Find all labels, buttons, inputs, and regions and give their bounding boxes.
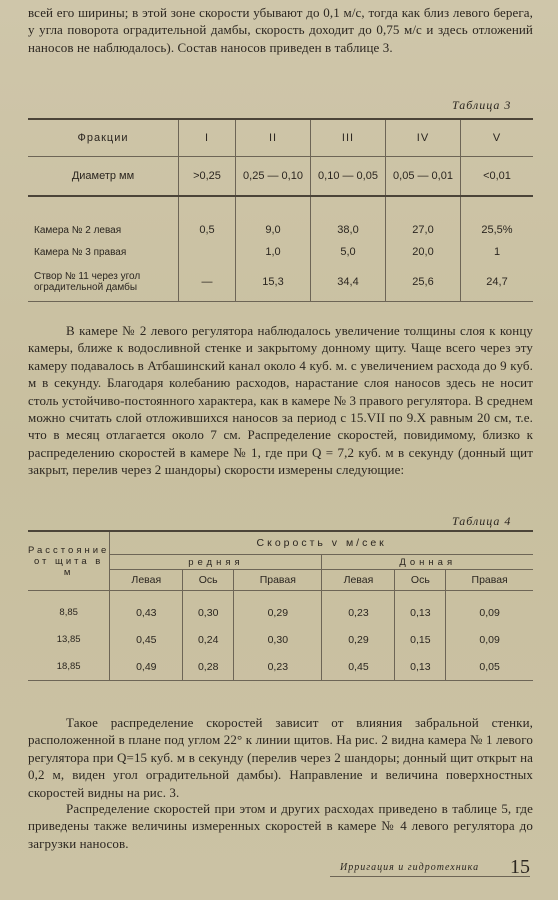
table3-cell: — — [179, 263, 236, 302]
table3-cell: 27,0 — [386, 219, 461, 241]
table3-row-label: Камера № 3 правая — [34, 246, 127, 258]
table3-row-label: Камера № 2 левая — [34, 224, 122, 236]
table4-speed-header: Скорость v м/сек — [110, 531, 533, 555]
table4-row — [28, 653, 533, 681]
table3-cell: 1,0 — [236, 241, 311, 263]
paragraph-chamber-2: В камере № 2 левого регулятора наблюдалось увеличение толщины слоя к концу камеры, ближе к водосливной стенке и закрытому донному щиту. Чаще всего через эту камеру подавалось в Атбашинский канал около 4 куб. м. с увеличением расхода до 9 куб. м в секунду. Благодаря колебанию расходов, нарастание слоя наносов здесь не носит столь устойчиво-постоянного характера, как в камере № 3 правого регулятора. В среднем можно считать слой отложившихся наносов за период с 15.VII по 9.X равным 20 см, т.е. что в месяц отлагается около 7 см. Распределение скоростей, повидимому, близко к распределению скоростей в камере № 1, где при Q = 7,2 куб. м в секунду (донный щит закрыт, перелив через 2 шандоры) скорости измерены следующие: — [28, 323, 533, 478]
table3-header-cell: V — [461, 119, 534, 157]
table4-subheader: Левая — [110, 570, 183, 591]
table4-group-header: редняя — [110, 555, 322, 570]
page-number: 15 — [510, 856, 530, 878]
table3-row — [28, 219, 533, 241]
table4-cell: 18,85 — [28, 653, 110, 681]
table3-cell: 25,5% — [461, 219, 534, 241]
table4-cell: 8,85 — [59, 607, 78, 618]
table4-cell: 0,13 — [395, 599, 446, 626]
table4-cell: 0,43 — [110, 599, 183, 626]
table3-cell: 9,0 — [236, 219, 311, 241]
table3-row-label: Створ № 11 через угол оградительной дамбы — [28, 263, 179, 302]
table4-subheader: Правая — [446, 570, 533, 591]
table3-cell: 25,6 — [386, 263, 461, 302]
table3-diameter-row — [28, 157, 533, 197]
table4-cell: 0,49 — [110, 653, 183, 681]
table4-cell: 0,09 — [446, 599, 533, 626]
table3-row — [28, 241, 533, 263]
table4-subheader: Правая — [234, 570, 322, 591]
table4-subheader: Левая — [322, 570, 395, 591]
table3-header-cell: I — [179, 119, 236, 157]
table3-cell: 38,0 — [311, 219, 386, 241]
table4-cell: 0,05 — [446, 653, 533, 681]
table3-cell: 0,10 — 0,05 — [311, 157, 386, 197]
table4-distance-header: Расстояние от щита в м — [28, 531, 110, 591]
paragraph-intro: всей его ширины; в этой зоне скорости убывают до 0,1 м/с, тогда как близ левого берега, у угла поворота оградительной дамбы, скорость доходит до 0,75 м/с и здесь отложений наносов не наблюдалось). Состав наносов приведен в таблице 3. — [28, 5, 533, 55]
table3-cell: 0,5 — [179, 219, 236, 241]
table3-cell: 20,0 — [386, 241, 461, 263]
table4-cell: 0,28 — [183, 653, 234, 681]
table3-cell: 0,25 — 0,10 — [236, 157, 311, 197]
table4-cell: 0,29 — [322, 626, 395, 653]
table3-header-cell: III — [311, 119, 386, 157]
table4-cell: 0,45 — [110, 626, 183, 653]
table4-cell: 0,45 — [322, 653, 395, 681]
paragraph-velocity-distribution: Такое распределение скоростей зависит от влияния забральной стенки, расположенной в плане под углом 22° к линии щитов. На рис. 2 видна камера № 1 левого регулятора при Q=15 куб. м в секунду (перелив через 2 шандоры; донный щит открыт на 0,2 м, виден угол оградительной дамбы). Направление и величина поверхностных скоростей видны на рис. 3. — [28, 715, 533, 800]
table3-cell: 15,3 — [236, 263, 311, 302]
table4-cell: 0,23 — [322, 599, 395, 626]
table4-row — [28, 626, 533, 653]
table3-row — [28, 263, 533, 302]
paragraph-table5: Распределение скоростей при этом и других расходах приведено в таблице 5, где приведены также величины измеренных скоростей в камере № 4 левого регулятора до загрузки наносов. — [28, 801, 533, 851]
table4-cell: 0,29 — [234, 599, 322, 626]
table4-cell: 0,09 — [446, 626, 533, 653]
table4-subheader: Ось — [395, 570, 446, 591]
table4-cell: 0,23 — [234, 653, 322, 681]
table4-row — [28, 599, 533, 626]
table3-cell — [179, 241, 236, 263]
table4-cell: 0,24 — [183, 626, 234, 653]
table3-header-cell: IV — [386, 119, 461, 157]
table3-cell: 5,0 — [311, 241, 386, 263]
table4-cell: 0,30 — [234, 626, 322, 653]
table3-cell: Диаметр мм — [28, 157, 179, 197]
table3-cell: 1 — [461, 241, 534, 263]
table4-subheader: Ось — [183, 570, 234, 591]
table3-header-row — [28, 119, 533, 157]
table3-cell: <0,01 — [461, 157, 534, 197]
running-footer: Ирригация и гидротехника — [340, 862, 480, 873]
table3-header-cell: Фракции — [28, 119, 179, 157]
table3-caption: Таблица 3 — [452, 98, 512, 112]
table3-cell: >0,25 — [179, 157, 236, 197]
table4-group-header: Донная — [322, 555, 533, 570]
footer-rule — [330, 876, 530, 877]
table4-cell: 13,85 — [56, 634, 81, 645]
table3-cell: 34,4 — [311, 263, 386, 302]
table4-cell: 0,13 — [395, 653, 446, 681]
table3-cell: 24,7 — [461, 263, 534, 302]
table4-cell: 0,15 — [395, 626, 446, 653]
table3-cell: 0,05 — 0,01 — [386, 157, 461, 197]
table-4 — [28, 530, 533, 681]
table4-caption: Таблица 4 — [452, 514, 512, 528]
table-3 — [28, 118, 533, 302]
table3-header-cell: II — [236, 119, 311, 157]
table4-cell: 0,30 — [183, 599, 234, 626]
